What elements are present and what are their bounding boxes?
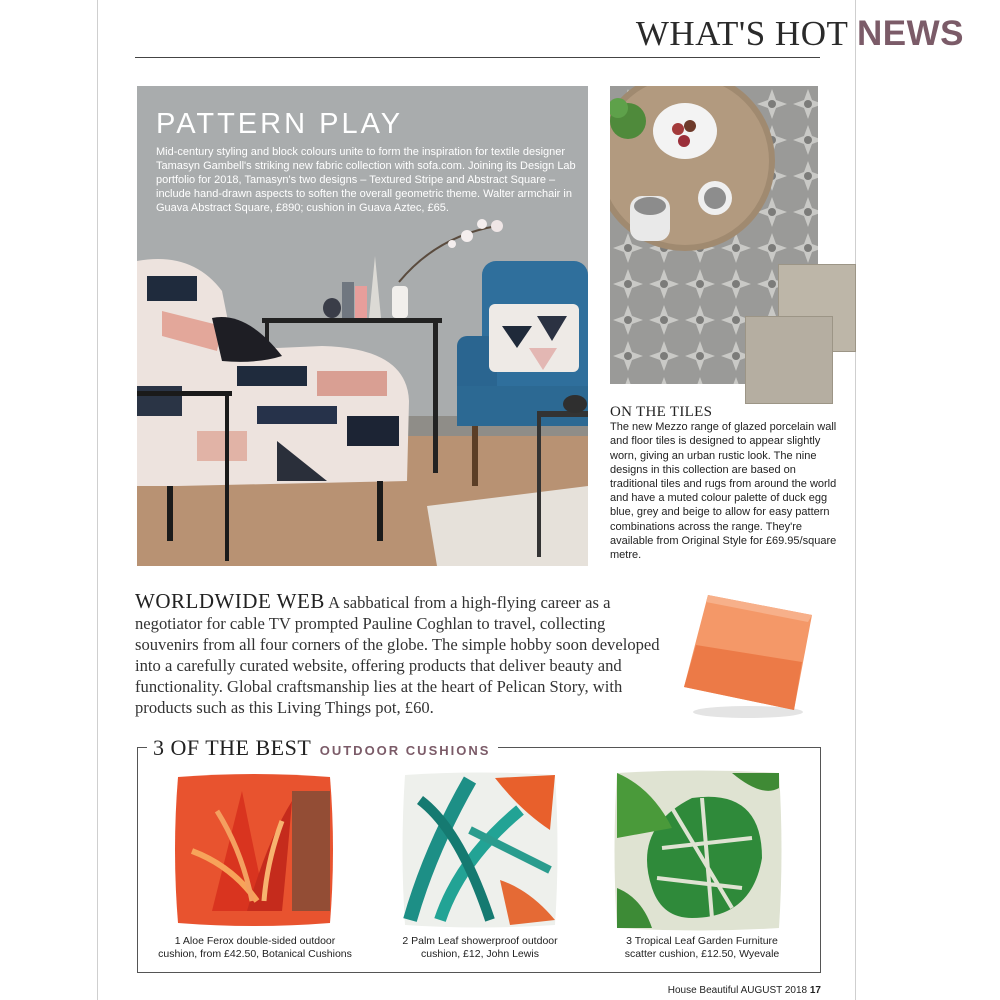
cushion-caption-3-line1: 3 Tropical Leaf Garden Furniture — [626, 935, 778, 947]
footer-page-number: 17 — [809, 985, 821, 996]
cushion-caption-1 — [150, 935, 360, 961]
on-the-tiles-title: ON THE TILES — [610, 404, 713, 420]
cushion-caption-1-line1: 1 Aloe Ferox double-sided outdoor — [174, 935, 336, 947]
cushion-caption-1-line2: cushion, from £42.50, Botanical Cushions — [158, 948, 352, 960]
on-the-tiles-section — [610, 405, 842, 562]
three-of-the-best-title: 3 OF THE BEST — [153, 735, 312, 760]
aloe-ferox-cushion-image — [172, 771, 336, 929]
footer-magazine: House Beautiful — [667, 985, 739, 996]
header-title: WHAT'S HOT — [635, 14, 848, 53]
footer-issue: AUGUST 2018 — [740, 985, 808, 996]
tile-sample-diamond — [745, 316, 833, 404]
cushion-caption-3-line2: scatter cushion, £12.50, Wyevale — [624, 948, 780, 960]
worldwide-web-body: A sabbatical from a high-flying career as a negotiator for cable TV prompted Pauline Coghlan to travel, collecting souvenirs from all four corners of the globe. The simple hobby soon developed into a carefully curated website, offering products that deliver beauty and functionality. Global craftsmanship lies at the heart of Pelican Story, with products such as this Living Things pot, £60. — [135, 593, 660, 717]
three-of-the-best-subtitle: OUTDOOR CUSHIONS — [319, 743, 491, 758]
cushion-caption-3 — [597, 935, 807, 961]
worldwide-web-section — [135, 591, 665, 718]
tropical-leaf-cushion-image — [612, 768, 784, 933]
header-rule — [135, 57, 820, 58]
pattern-play-title: PATTERN PLAY — [156, 108, 404, 140]
header-accent: NEWS — [857, 14, 964, 53]
living-things-pot-image — [676, 590, 816, 720]
pattern-play-body: Mid-century styling and block colours unite to form the inspiration for textile designer Tamasyn Gambell's striking new fabric collection with sofa.com. Joining its Design Lab portfolio for 2018, Tamasyn's two designs – Textured Stripe and Abstract Square – include hand-drawn aspects to soften the overall geometric theme. Walter armchair in Guava Abstract Square, £890; cushion in Guava Aztec, £65. — [156, 146, 576, 214]
cushion-caption-2-line1: 2 Palm Leaf showerproof outdoor — [402, 935, 558, 947]
cushion-caption-2 — [375, 935, 585, 961]
on-the-tiles-body: The new Mezzo range of glazed porcelain wall and floor tiles is designed to appear slightly worn, giving an urban rustic look. The nine designs in this collection are based on traditional tiles and rugs from around the world and have a muted colour palette of duck egg blue, grey and beige to allow for easy pattern combinations across the range. They're available from Original Style for £69.95/square metre. — [610, 421, 837, 562]
three-of-the-best-heading — [147, 735, 498, 761]
palm-leaf-cushion-image — [400, 770, 560, 930]
worldwide-web-title: WORLDWIDE WEB — [135, 589, 325, 613]
page-footer — [668, 985, 821, 996]
cushion-caption-2-line2: cushion, £12, John Lewis — [421, 948, 539, 960]
pattern-play-photo — [137, 86, 588, 566]
page-header — [636, 14, 964, 54]
